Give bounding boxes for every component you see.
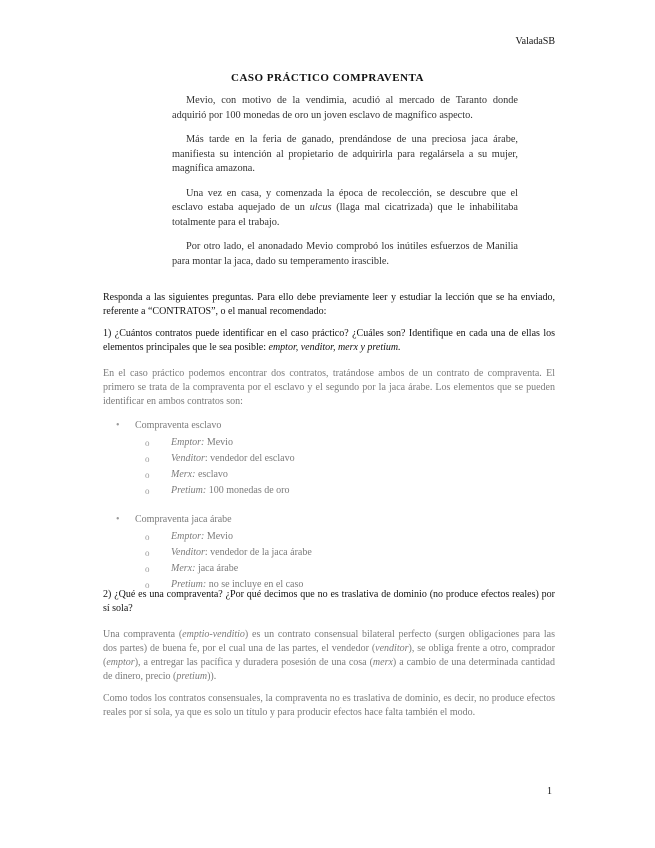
text: ), a entregar las pacífica y duradera posesión de una cosa (	[134, 657, 373, 668]
value: 100 monedas de oro	[206, 485, 290, 496]
term: Venditor	[171, 547, 205, 558]
list-item	[103, 419, 555, 499]
text-italic: ulcus	[309, 202, 332, 213]
page-number: 1	[547, 786, 552, 797]
value: no se incluye en el caso	[206, 579, 304, 590]
list-item	[103, 513, 555, 593]
page-header-author: ValadaSB	[515, 36, 555, 47]
term: Pretium:	[171, 579, 207, 590]
term: Merx:	[171, 469, 196, 480]
term: Emptor:	[171, 437, 205, 448]
questions-section	[103, 291, 555, 595]
term: Venditor	[171, 453, 205, 464]
text: ), se obliga frente a otro, comprador (	[103, 643, 555, 668]
answer-2-paragraph-1	[103, 628, 555, 684]
list-item	[135, 561, 555, 577]
text: Mevio, con motivo de la vendimia, acudió al mercado de Taranto donde adquirió por 100 monedas de oro un joven esclavo de magnífico aspecto.	[172, 95, 518, 121]
case-paragraph	[172, 133, 518, 177]
value: Mevio	[204, 531, 233, 542]
value: Mevio	[204, 437, 233, 448]
text-italic: emptor	[106, 657, 135, 668]
text: (llaga mal cicatrizada) que le inhabilitaba totalmente para el trabajo.	[172, 202, 519, 228]
contract-list	[103, 419, 555, 593]
list-item	[135, 545, 555, 561]
text: 1) ¿Cuántos contratos puede identificar en el caso práctico? ¿Cuáles son? Identifique en cada una de ellas los elementos principales que le sea posible:	[103, 328, 555, 353]
text-italic: pretium	[176, 671, 208, 682]
list-item	[135, 483, 555, 499]
text: ) a cambio de una determinada cantidad de dinero, precio (	[103, 657, 555, 682]
text: )).	[207, 671, 217, 682]
value: jaca árabe	[195, 563, 239, 574]
text-italic: venditor	[375, 643, 409, 654]
value: : vendedor de la jaca árabe	[204, 547, 312, 558]
text: Más tarde en la feria de ganado, prendándose de una preciosa jaca árabe, manifiesta su intención al propietario de adquirirla para regalársela a su mujer, magnífica amazona.	[172, 134, 518, 174]
case-paragraph	[172, 240, 518, 269]
case-scan-text	[172, 94, 518, 279]
text: Una compraventa (	[103, 629, 183, 640]
text-italic: emptor, venditor, merx y pretium.	[268, 342, 401, 353]
text: Por otro lado, el anonadado Mevio comprobó los inútiles esfuerzos de Manilia para montar la jaca, dado su temperamento irascible.	[172, 241, 518, 267]
contract-name: Compraventa esclavo	[135, 420, 222, 431]
case-paragraph	[172, 187, 518, 231]
contract-name: Compraventa jaca árabe	[135, 514, 232, 525]
term: Emptor:	[171, 531, 205, 542]
term: Pretium:	[171, 485, 207, 496]
document-title: CASO PRÁCTICO COMPRAVENTA	[231, 72, 424, 84]
list-item	[135, 451, 555, 467]
answer-1: En el caso práctico podemos encontrar dos contratos, tratándose ambos de un contrato de compraventa. El primero se trata de la compraventa por el esclavo y el segundo por la jaca árabe. Los elementos que se pueden identificar en ambos contratos son:	[103, 368, 555, 407]
value: esclavo	[195, 469, 228, 480]
text: ) es un contrato consensual bilateral perfecto (surgen obligaciones para las dos partes) de buena fe, por el cual una de las partes, el vendedor (	[103, 629, 555, 654]
answer-2-paragraph-2: Como todos los contratos consensuales, la compraventa no es traslativa de dominio, es decir, no produce efectos reales por sí sola, ya que es solo un título y para producir efectos hace falta también el modo.	[103, 693, 555, 718]
list-item	[135, 467, 555, 483]
question-2: 2) ¿Qué es una compraventa? ¿Por qué decimos que no es traslativa de dominio (no produce efectos reales) por sí sola?	[103, 589, 555, 614]
instructions: Responda a las siguientes preguntas. Para ello debe previamente leer y estudiar la lección que se ha enviado, referente a “CONTRATOS”, o el manual recomendado:	[103, 292, 555, 317]
text-italic: emptio-venditio	[182, 629, 245, 640]
contracts-list	[103, 419, 555, 593]
question-2-section	[103, 588, 555, 728]
list-item	[135, 529, 555, 545]
case-paragraph	[172, 94, 518, 123]
list-item	[135, 435, 555, 451]
question-1	[103, 327, 555, 355]
term: Merx:	[171, 563, 196, 574]
text-italic: merx	[372, 657, 393, 668]
text: Una vez en casa, y comenzada la época de recolección, se descubre que el esclavo estaba aquejado de un	[172, 187, 518, 213]
value: : vendedor del esclavo	[204, 453, 295, 464]
